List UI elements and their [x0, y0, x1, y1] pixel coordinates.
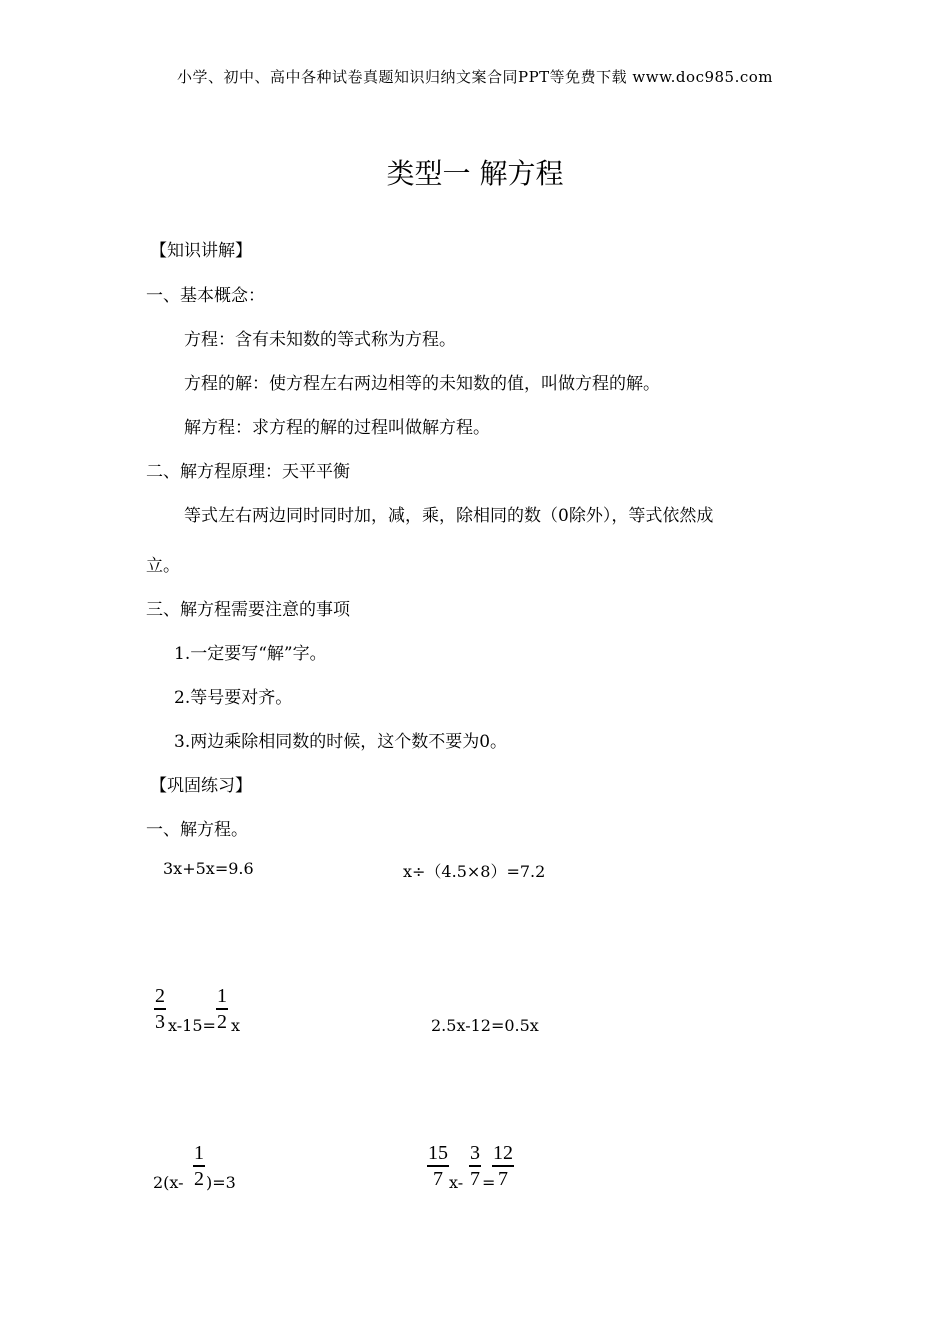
eq5-fraction	[193, 1142, 205, 1190]
practice-subheading: 一、解方程。	[146, 820, 248, 840]
eq3-f1-numerator: 2	[155, 985, 165, 1007]
eq5-numerator: 1	[194, 1142, 204, 1164]
definition-equation: 方程：含有未知数的等式称为方程。	[184, 330, 456, 350]
eq6-fraction-2	[469, 1142, 481, 1190]
page-header: 小学、初中、高中各种试卷真题知识归纳文案合同PPT等免费下载 www.doc985.com	[176, 68, 774, 86]
practice-heading: 【巩固练习】	[150, 776, 252, 796]
note-item-3: 3.两边乘除相同数的时候，这个数不要为0。	[174, 732, 508, 752]
knowledge-heading: 【知识讲解】	[150, 241, 252, 261]
eq5-suffix: )=3	[206, 1173, 236, 1192]
section-2-heading: 二、解方程原理：天平平衡	[146, 462, 350, 482]
eq3-fraction-2	[216, 985, 228, 1033]
eq6-f2-denominator: 7	[470, 1168, 480, 1190]
equation-1: 3x+5x=9.6	[163, 859, 254, 878]
eq6-f3-numerator: 12	[493, 1142, 513, 1164]
fraction-bar	[427, 1165, 449, 1167]
eq3-f1-denominator: 3	[155, 1011, 165, 1033]
definition-solving: 解方程：求方程的解的过程叫做解方程。	[184, 418, 490, 438]
definition-solution: 方程的解：使方程左右两边相等的未知数的值，叫做方程的解。	[184, 374, 660, 394]
fraction-bar	[469, 1165, 481, 1167]
fraction-bar	[154, 1008, 166, 1010]
equation-4: 2.5x-12=0.5x	[431, 1016, 539, 1035]
note-item-1: 1.一定要写“解”字。	[174, 644, 327, 664]
eq3-f2-denominator: 2	[217, 1011, 227, 1033]
eq6-f1-numerator: 15	[428, 1142, 448, 1164]
page-title: 类型一 解方程	[386, 157, 564, 190]
eq3-f2-numerator: 1	[217, 985, 227, 1007]
principle-text-cont: 立。	[146, 556, 180, 576]
fraction-bar	[492, 1165, 514, 1167]
eq5-denominator: 2	[194, 1168, 204, 1190]
eq6-fraction-1	[427, 1142, 449, 1190]
eq6-middle: x-	[449, 1173, 464, 1192]
eq5-prefix: 2(x-	[153, 1173, 184, 1192]
eq6-equals: =	[482, 1173, 496, 1192]
eq6-f3-denominator: 7	[498, 1168, 508, 1190]
eq3-fraction-1	[154, 985, 166, 1033]
eq3-middle: x-15=	[168, 1016, 216, 1035]
eq6-fraction-3	[492, 1142, 514, 1190]
fraction-bar	[216, 1008, 228, 1010]
section-1-heading: 一、基本概念：	[146, 286, 265, 306]
fraction-bar	[193, 1165, 205, 1167]
equation-2: x÷（4.5×8）=7.2	[403, 862, 546, 881]
eq6-f1-denominator: 7	[433, 1168, 443, 1190]
eq6-f2-numerator: 3	[470, 1142, 480, 1164]
principle-text: 等式左右两边同时同时加，减，乘，除相同的数（0除外），等式依然成	[184, 506, 714, 526]
note-item-2: 2.等号要对齐。	[174, 688, 293, 708]
section-3-heading: 三、解方程需要注意的事项	[146, 600, 350, 620]
eq3-tail: x	[231, 1016, 241, 1035]
